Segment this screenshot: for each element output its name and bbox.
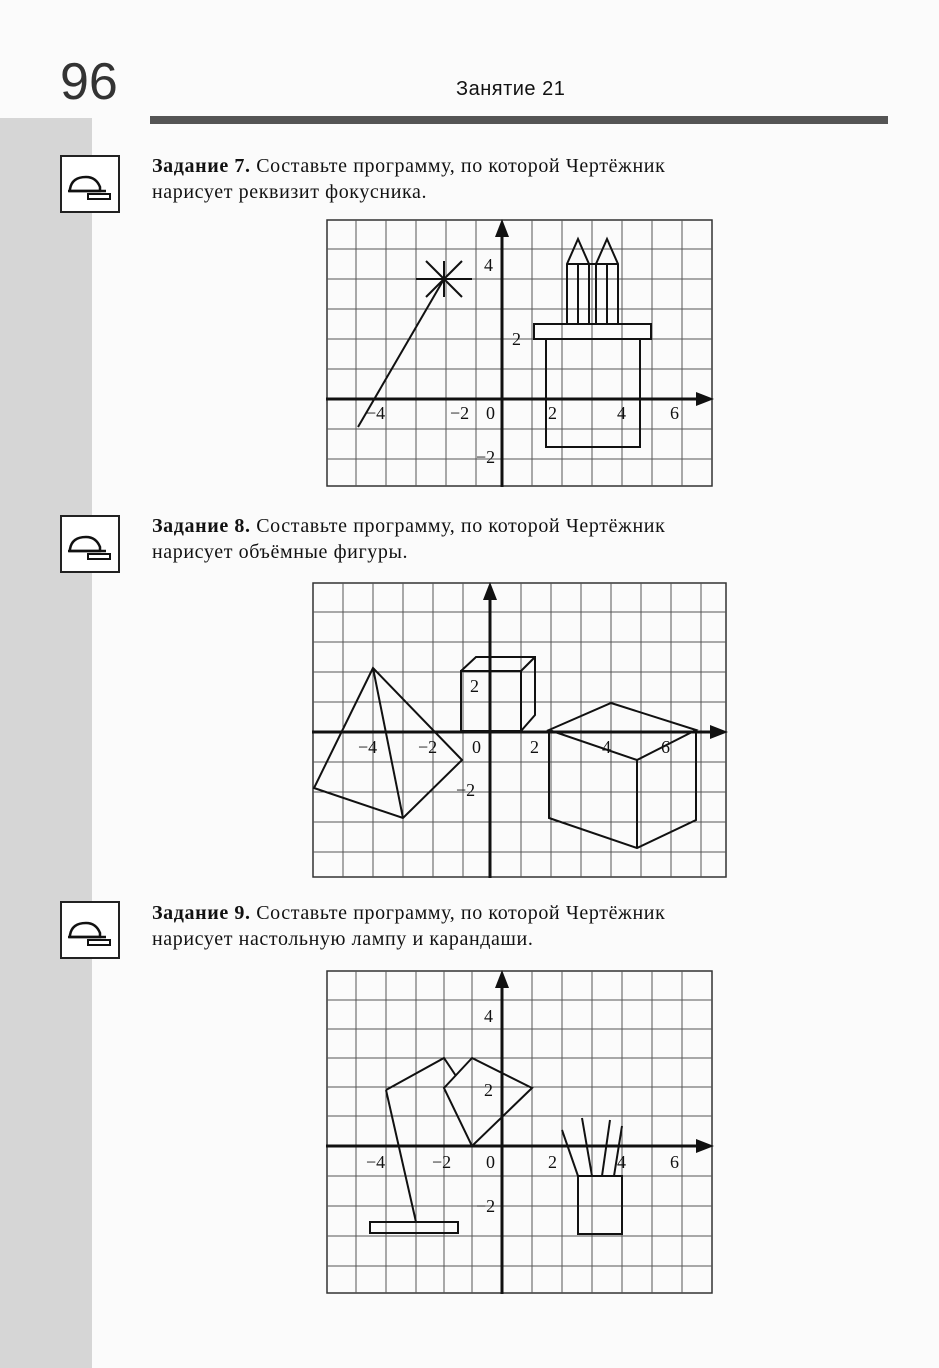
- y-label-m2: −2: [476, 447, 496, 467]
- computer-mouse-icon: [60, 155, 120, 213]
- x-label-m4: −4: [358, 737, 378, 757]
- y-label-4: 4: [484, 255, 493, 275]
- side-margin-strip: [0, 118, 92, 1368]
- task-7-text: [152, 153, 888, 205]
- task-9-figure: [326, 970, 714, 1296]
- task-8-label: Задание 8.: [152, 515, 251, 537]
- y-label-4: 4: [484, 1006, 493, 1026]
- computer-mouse-icon: [60, 901, 120, 959]
- x-label-4: 4: [617, 1152, 626, 1172]
- task-9-label: Задание 9.: [152, 902, 251, 924]
- x-label-6: 6: [670, 1152, 679, 1172]
- task-7-line2: нарисует реквизит фокусника.: [152, 181, 428, 203]
- task-7-figure: [326, 219, 714, 489]
- y-label-2: 2: [470, 676, 479, 696]
- task-7-label: Задание 7.: [152, 155, 251, 177]
- task-8-figure: [312, 582, 728, 880]
- x-label-6: 6: [670, 403, 679, 423]
- x-label-0: 0: [486, 1152, 495, 1172]
- y-label-2: 2: [512, 329, 521, 349]
- lesson-title: Занятие 21: [456, 78, 566, 100]
- task-9-text: [152, 900, 888, 952]
- task-9-line2: нарисует настольную лампу и карандаши.: [152, 928, 534, 950]
- x-label-m4: −4: [366, 403, 386, 423]
- y-label-m2: −2: [456, 780, 476, 800]
- x-label-2: 2: [530, 737, 539, 757]
- x-label-4: 4: [617, 403, 626, 423]
- x-label-4: 4: [602, 737, 611, 757]
- task-9-line1: Составьте программу, по которой Чертёжник: [256, 902, 666, 924]
- task-8-line2: нарисует объёмные фигуры.: [152, 541, 409, 563]
- header-rule: [150, 116, 888, 124]
- page-number: 96: [60, 53, 118, 111]
- x-label-2: 2: [548, 1152, 557, 1172]
- x-label-0: 0: [472, 737, 481, 757]
- x-label-m4: −4: [366, 1152, 386, 1172]
- y-label-m2: −2: [476, 1196, 496, 1216]
- task-8-line1: Составьте программу, по которой Чертёжник: [256, 515, 666, 537]
- x-label-m2: −2: [418, 737, 438, 757]
- y-label-2: 2: [484, 1080, 493, 1100]
- x-label-2: 2: [548, 403, 557, 423]
- task-7-line1: Составьте программу, по которой Чертёжник: [256, 155, 666, 177]
- x-label-6: 6: [661, 737, 670, 757]
- x-label-0: 0: [486, 403, 495, 423]
- x-label-m2: −2: [450, 403, 470, 423]
- x-label-m2: −2: [432, 1152, 452, 1172]
- computer-mouse-icon: [60, 515, 120, 573]
- task-8-text: [152, 513, 888, 565]
